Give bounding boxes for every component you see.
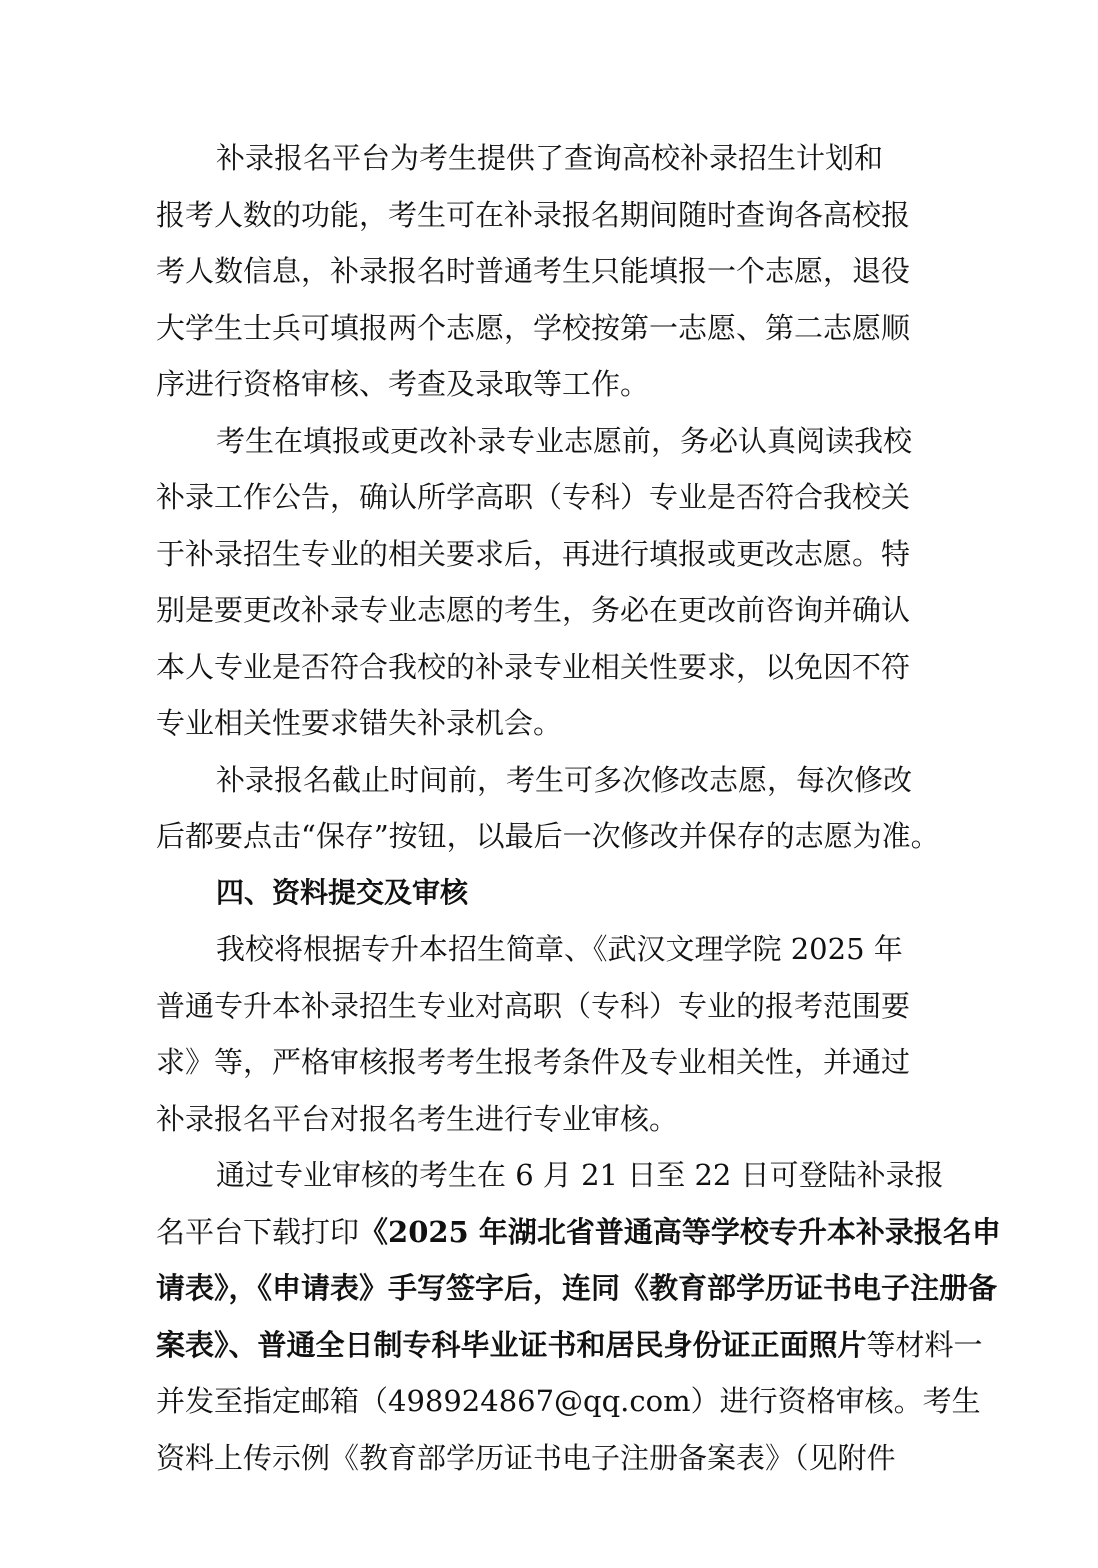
document-body — [156, 130, 1001, 1486]
paragraph-1-line-3: 考人数信息，补录报名时普通考生只能填报一个志愿，退役 — [156, 254, 911, 288]
paragraph-2-line-2: 补录工作公告，确认所学高职（专科）专业是否符合我校关 — [156, 480, 911, 514]
paragraph-4-line-3: 求》等，严格审核报考考生报考条件及专业相关性，并通过 — [156, 1045, 911, 1079]
paragraph-5-line-6: 资料上传示例《教育部学历证书电子注册备案表》（见附件 — [156, 1440, 896, 1475]
paragraph-5-line-2-normal: 名平台下载打印 — [156, 1214, 360, 1249]
paragraph-4-line-4: 补录报名平台对报名考生进行专业审核。 — [156, 1101, 679, 1136]
paragraph-5-line-3: 请表》，《申请表》手写签字后，连同《教育部学历证书电子注册备 — [156, 1271, 998, 1305]
paragraph-2-line-6: 专业相关性要求错失补录机会。 — [156, 706, 563, 740]
paragraph-4-line-1: 我校将根据专升本招生简章、《武汉文理学院 2025 年 — [216, 932, 903, 966]
paragraph-1-line-2: 报考人数的功能，考生可在补录报名期间随时查询各高校报 — [156, 197, 911, 232]
paragraph-5-line-2 — [156, 1204, 1001, 1261]
paragraph-1-line-1: 补录报名平台为考生提供了查询高校补录招生计划和 — [216, 141, 884, 175]
paragraph-3-line-2: 后都要点击“保存”按钮，以最后一次修改并保存的志愿为准。 — [156, 819, 940, 853]
paragraph-2-line-4: 别是要更改补录专业志愿的考生，务必在更改前咨询并确认 — [156, 593, 911, 627]
paragraph-1-line-5: 序进行资格审核、考查及录取等工作。 — [156, 367, 650, 401]
paragraph-1-line-4: 大学生士兵可填报两个志愿，学校按第一志愿、第二志愿顺 — [156, 310, 911, 345]
paragraph-5-line-4 — [156, 1317, 983, 1374]
paragraph-2-line-1: 考生在填报或更改补录专业志愿前，务必认真阅读我校 — [216, 423, 913, 458]
paragraph-5-line-4-bold: 案表》、普通全日制专科毕业证书和居民身份证正面照片 — [156, 1327, 867, 1362]
paragraph-5-line-4-normal: 等材料一 — [866, 1327, 983, 1362]
paragraph-2-line-3: 于补录招生专业的相关要求后，再进行填报或更改志愿。特 — [156, 536, 911, 571]
section-heading: 四、资料提交及审核 — [216, 875, 469, 909]
paragraph-2-line-5: 本人专业是否符合我校的补录专业相关性要求，以免因不符 — [156, 649, 911, 684]
paragraph-5-line-5: 并发至指定邮箱（498924867@qq.com）进行资格审核。考生 — [156, 1384, 981, 1418]
paragraph-4-line-2: 普通专升本补录招生专业对高职（专科）专业的报考范围要 — [156, 988, 911, 1023]
paragraph-5-line-2-bold: 《2025 年湖北省普通高等学校专升本补录报名申 — [359, 1214, 1001, 1249]
paragraph-5-line-1: 通过专业审核的考生在 6 月 21 日至 22 日可登陆补录报 — [216, 1158, 944, 1192]
paragraph-3-line-1: 补录报名截止时间前，考生可多次修改志愿，每次修改 — [216, 762, 913, 797]
